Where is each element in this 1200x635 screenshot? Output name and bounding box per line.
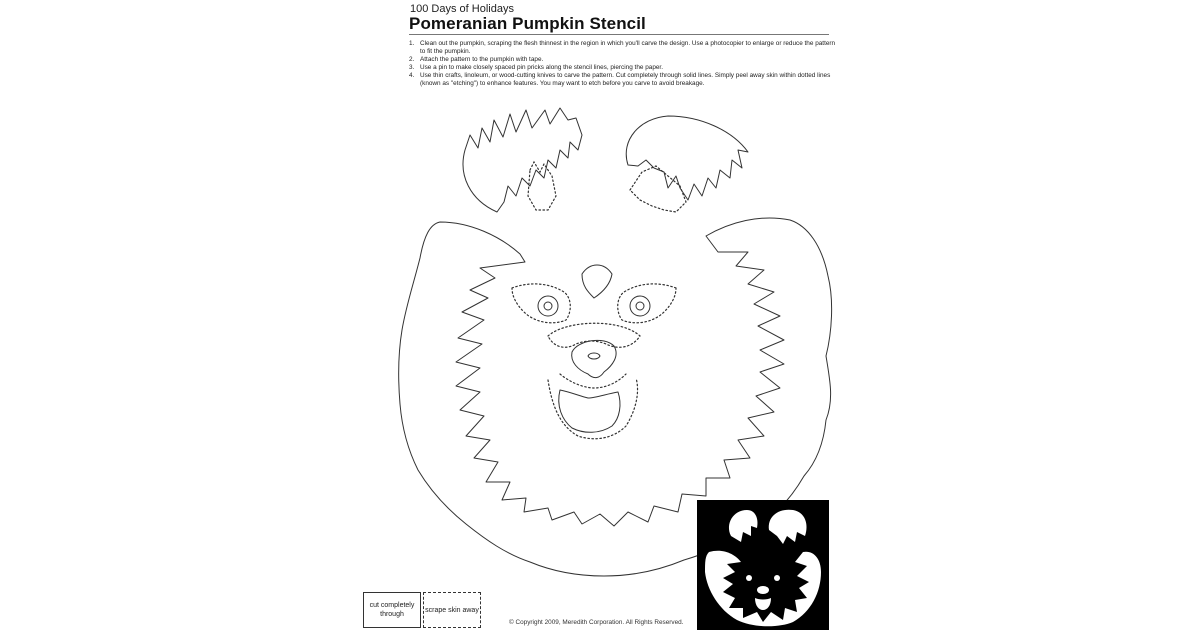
forehead-tuft-outline: [582, 265, 612, 298]
muzzle-etch: [548, 323, 640, 347]
lower-jaw-etch: [548, 378, 638, 439]
step-text: Use a pin to make closely spaced pin pricks along the stencil lines, piercing the paper.: [420, 63, 663, 71]
right-pupil-outline: [636, 302, 644, 310]
right-brow-etch: [618, 284, 676, 323]
step-number: 4.: [409, 71, 415, 79]
left-pupil-outline: [544, 302, 552, 310]
step-number: 2.: [409, 55, 415, 63]
step-text: Use thin crafts, linoleum, or wood-cutting knives to carve the pattern. Cut completely through solid lines. Simply peel away skin within dotted lines (known as "etching") to enhance features. You may want to etch before you carve to avoid breakage.: [420, 71, 831, 87]
legend-cut-through: cut completely through: [363, 592, 421, 628]
preview-right-eye: [774, 575, 780, 581]
series-label: 100 Days of Holidays: [410, 3, 514, 15]
carved-pumpkin-preview: [697, 500, 829, 630]
preview-nose: [757, 586, 769, 594]
step-number: 3.: [409, 63, 415, 71]
step-text: Clean out the pumpkin, scraping the flesh thinnest in the region in which you'll carve the design. Use a photocopier to enlarge or reduce the pattern to fit the pumpkin.: [420, 40, 836, 55]
pumpkin-preview-image: [697, 500, 829, 630]
preview-left-ear: [729, 510, 758, 542]
right-ear-etch: [630, 166, 686, 212]
preview-mouth: [755, 598, 771, 610]
right-ear-outline: [626, 116, 748, 200]
step-text: Attach the pattern to the pumpkin with tape.: [420, 55, 544, 63]
mouth-outline: [559, 390, 620, 432]
left-ear-outline: [463, 108, 582, 212]
copyright-notice: © Copyright 2009, Meredith Corporation. All Rights Reserved.: [509, 619, 684, 626]
preview-right-ear: [769, 510, 807, 544]
legend-scrape-skin: scrape skin away: [423, 592, 481, 628]
cheek-etch: [560, 374, 626, 388]
left-brow-etch: [512, 284, 570, 323]
page-title: Pomeranian Pumpkin Stencil: [409, 14, 646, 33]
left-ear-etch: [528, 162, 556, 210]
left-eye-outline: [538, 296, 558, 316]
step-number: 1.: [409, 40, 415, 47]
right-eye-outline: [630, 296, 650, 316]
preview-left-eye: [746, 575, 752, 581]
